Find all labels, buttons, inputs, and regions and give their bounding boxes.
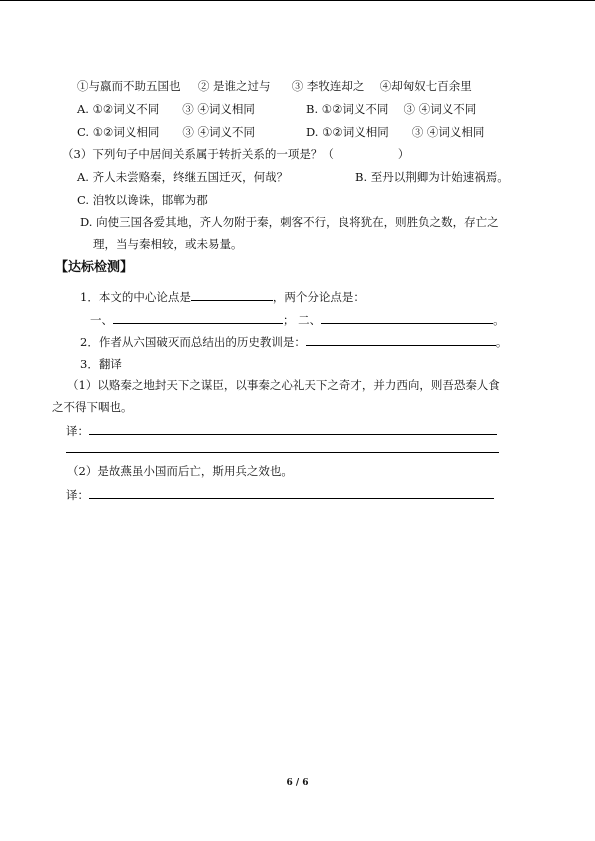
options-row	[77, 78, 472, 94]
sub-argument-1-blank[interactable]	[113, 311, 283, 324]
translation-2-blank[interactable]	[89, 486, 494, 499]
translation-1-blank[interactable]	[89, 422, 497, 435]
q3-choice-c: C. 洎牧以谗诛，邯郸为郡	[77, 193, 208, 207]
translation-1-blank-line2[interactable]	[66, 452, 499, 453]
lesson-blank[interactable]	[306, 333, 496, 346]
translation-1-answer: 译：	[66, 422, 497, 439]
option-3: ③ 李牧连却之	[291, 79, 365, 93]
page-number: 6 / 6	[286, 778, 309, 788]
item-2: 2．作者从六国破灭而总结出的历史教训是： 。	[80, 335, 508, 349]
translation-2-text: （2）是故燕虽小国而后亡，斯用兵之效也。	[67, 464, 293, 478]
choice-c: C. ①②词义相同 ③ ④词义不同	[77, 125, 255, 139]
question-3-stem: （3）下列句子中居间关系属于转折关系的一项是？（ ）	[62, 147, 410, 161]
translation-1-line2: 之不得下咽也。	[52, 400, 133, 414]
central-argument-blank[interactable]	[191, 288, 273, 301]
header-rule	[0, 0, 595, 1]
choice-d: D. ①②词义相同 ③ ④词义相同	[306, 125, 485, 139]
option-2: ② 是谁之过与	[197, 79, 271, 93]
choice-b: B. ①②词义不同 ③ ④词义不同	[306, 102, 477, 116]
section-title: 【达标检测】	[55, 260, 134, 275]
item-1-sub: 一、 ； 二、 。	[90, 313, 505, 327]
sub-argument-2-blank[interactable]	[321, 311, 493, 324]
q3-choice-a: A. 齐人未尝赂秦，终继五国迁灭，何哉？	[77, 170, 289, 184]
q3-choice-d-line2: 理，当与秦相较，或未易量。	[93, 237, 243, 251]
option-1: ①与嬴而不助五国也	[77, 79, 181, 93]
translation-2-answer: 译：	[66, 486, 494, 503]
q3-choice-d-line1: D. 向使三国各爱其地，齐人勿附于秦，刺客不行，良将犹在，则胜负之数，存亡之	[80, 215, 499, 229]
choice-a: A. ①②词义不同 ③ ④词义相同	[77, 102, 255, 116]
option-4: ④却匈奴七百余里	[379, 79, 472, 93]
item-1: 1．本文的中心论点是 ，两个分论点是：	[80, 290, 365, 304]
q3-choice-b: B. 至丹以荆卿为计始速祸焉。	[355, 170, 509, 184]
translation-1-line1: （1）以赂秦之地封天下之谋臣，以事秦之心礼天下之奇才，并力西向，则吾恐秦人食	[67, 378, 500, 392]
item-3: 3．翻译	[80, 357, 122, 371]
